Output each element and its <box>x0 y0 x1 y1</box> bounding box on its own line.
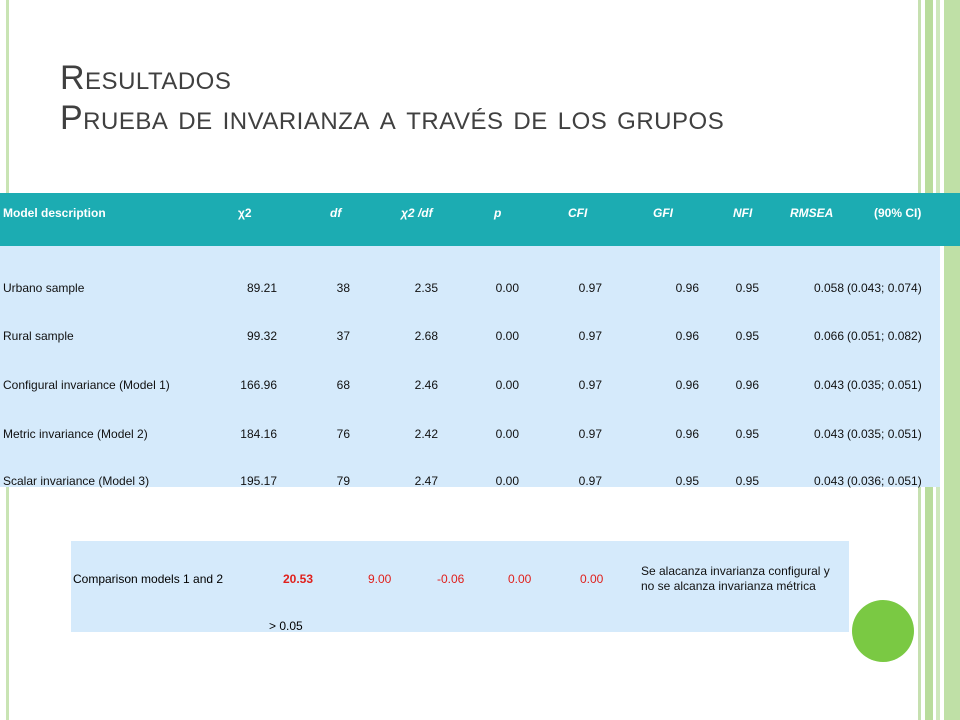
row-p: 0.00 <box>495 474 519 488</box>
row-chi2: 184.16 <box>240 427 277 441</box>
row-p: 0.00 <box>495 378 519 392</box>
row-gfi: 0.96 <box>675 329 699 343</box>
row-rmsea: 0.043 <box>813 474 844 488</box>
row-rmsea: 0.066 <box>813 329 844 343</box>
row-chi2-df: 2.47 <box>414 474 438 488</box>
row-chi2-df: 2.42 <box>414 427 438 441</box>
comparison-value-2: 0.00 <box>580 572 604 586</box>
comparison-value-1: 0.00 <box>508 572 532 586</box>
row-gfi: 0.96 <box>675 378 699 392</box>
row-chi2-df: 2.46 <box>414 378 438 392</box>
row-chi2-df: 2.68 <box>414 329 438 343</box>
row-ci: (0.051; 0.082) <box>847 329 922 343</box>
slide-title-line2: Prueba de invarianza a través de los grupos <box>60 99 725 137</box>
green-circle-decoration <box>852 600 914 662</box>
row-p: 0.00 <box>495 427 519 441</box>
row-chi2: 99.32 <box>246 329 277 343</box>
comparison-cfi-diff: -0.06 <box>437 572 465 586</box>
row-ci: (0.043; 0.074) <box>847 281 922 295</box>
comparison-conclusion: Se alacanza invarianza configural y no se alcanza invarianza métrica <box>641 564 830 593</box>
row-nfi: 0.95 <box>735 329 759 343</box>
header-rmsea: RMSEA <box>790 206 834 220</box>
row-model-description: Rural sample <box>3 329 74 343</box>
row-cfi: 0.97 <box>578 281 602 295</box>
header-nfi: NFI <box>733 206 753 220</box>
row-chi2: 89.21 <box>246 281 277 295</box>
header-gfi: GFI <box>653 206 673 220</box>
slide-title <box>60 58 724 138</box>
comparison-label: Comparison models 1 and 2 <box>73 572 224 586</box>
comparison-chi2: 20.53 <box>283 572 314 586</box>
row-model-description: Urbano sample <box>3 281 85 295</box>
row-df: 79 <box>336 474 350 488</box>
row-model-description: Scalar invariance (Model 3) <box>3 474 150 488</box>
row-gfi: 0.96 <box>675 281 699 295</box>
header-chi2-df: χ2 /df <box>401 206 433 220</box>
row-p: 0.00 <box>495 281 519 295</box>
row-df: 76 <box>336 427 350 441</box>
row-p: 0.00 <box>495 329 519 343</box>
header-df: df <box>330 206 342 220</box>
row-cfi: 0.97 <box>578 427 602 441</box>
row-chi2-df: 2.35 <box>414 281 438 295</box>
row-cfi: 0.97 <box>578 329 602 343</box>
row-chi2: 195.17 <box>240 474 277 488</box>
header-cfi: CFI <box>568 206 588 220</box>
row-model-description: Configural invariance (Model 1) <box>3 378 170 392</box>
comparison-p-note: > 0.05 <box>269 619 303 633</box>
row-ci: (0.035; 0.051) <box>847 427 922 441</box>
row-model-description: Metric invariance (Model 2) <box>3 427 148 441</box>
slide-title-line1: Resultados <box>60 59 232 97</box>
row-nfi: 0.96 <box>735 378 759 392</box>
header-model-description: Model description <box>3 206 106 220</box>
row-gfi: 0.95 <box>675 474 699 488</box>
row-ci: (0.036; 0.051) <box>847 474 922 488</box>
row-df: 68 <box>336 378 350 392</box>
row-nfi: 0.95 <box>735 427 759 441</box>
row-nfi: 0.95 <box>735 474 759 488</box>
row-rmsea: 0.043 <box>813 378 844 392</box>
row-chi2: 166.96 <box>240 378 277 392</box>
row-cfi: 0.97 <box>578 378 602 392</box>
header-p: p <box>494 206 502 220</box>
header-ci: (90% CI) <box>874 206 922 220</box>
row-rmsea: 0.043 <box>813 427 844 441</box>
header-chi2: χ2 <box>238 206 252 220</box>
row-ci: (0.035; 0.051) <box>847 378 922 392</box>
row-df: 37 <box>336 329 350 343</box>
row-nfi: 0.95 <box>735 281 759 295</box>
right-decorative-stripe <box>944 0 960 720</box>
row-rmsea: 0.058 <box>813 281 844 295</box>
row-gfi: 0.96 <box>675 427 699 441</box>
row-df: 38 <box>336 281 350 295</box>
row-cfi: 0.97 <box>578 474 602 488</box>
comparison-df: 9.00 <box>368 572 392 586</box>
